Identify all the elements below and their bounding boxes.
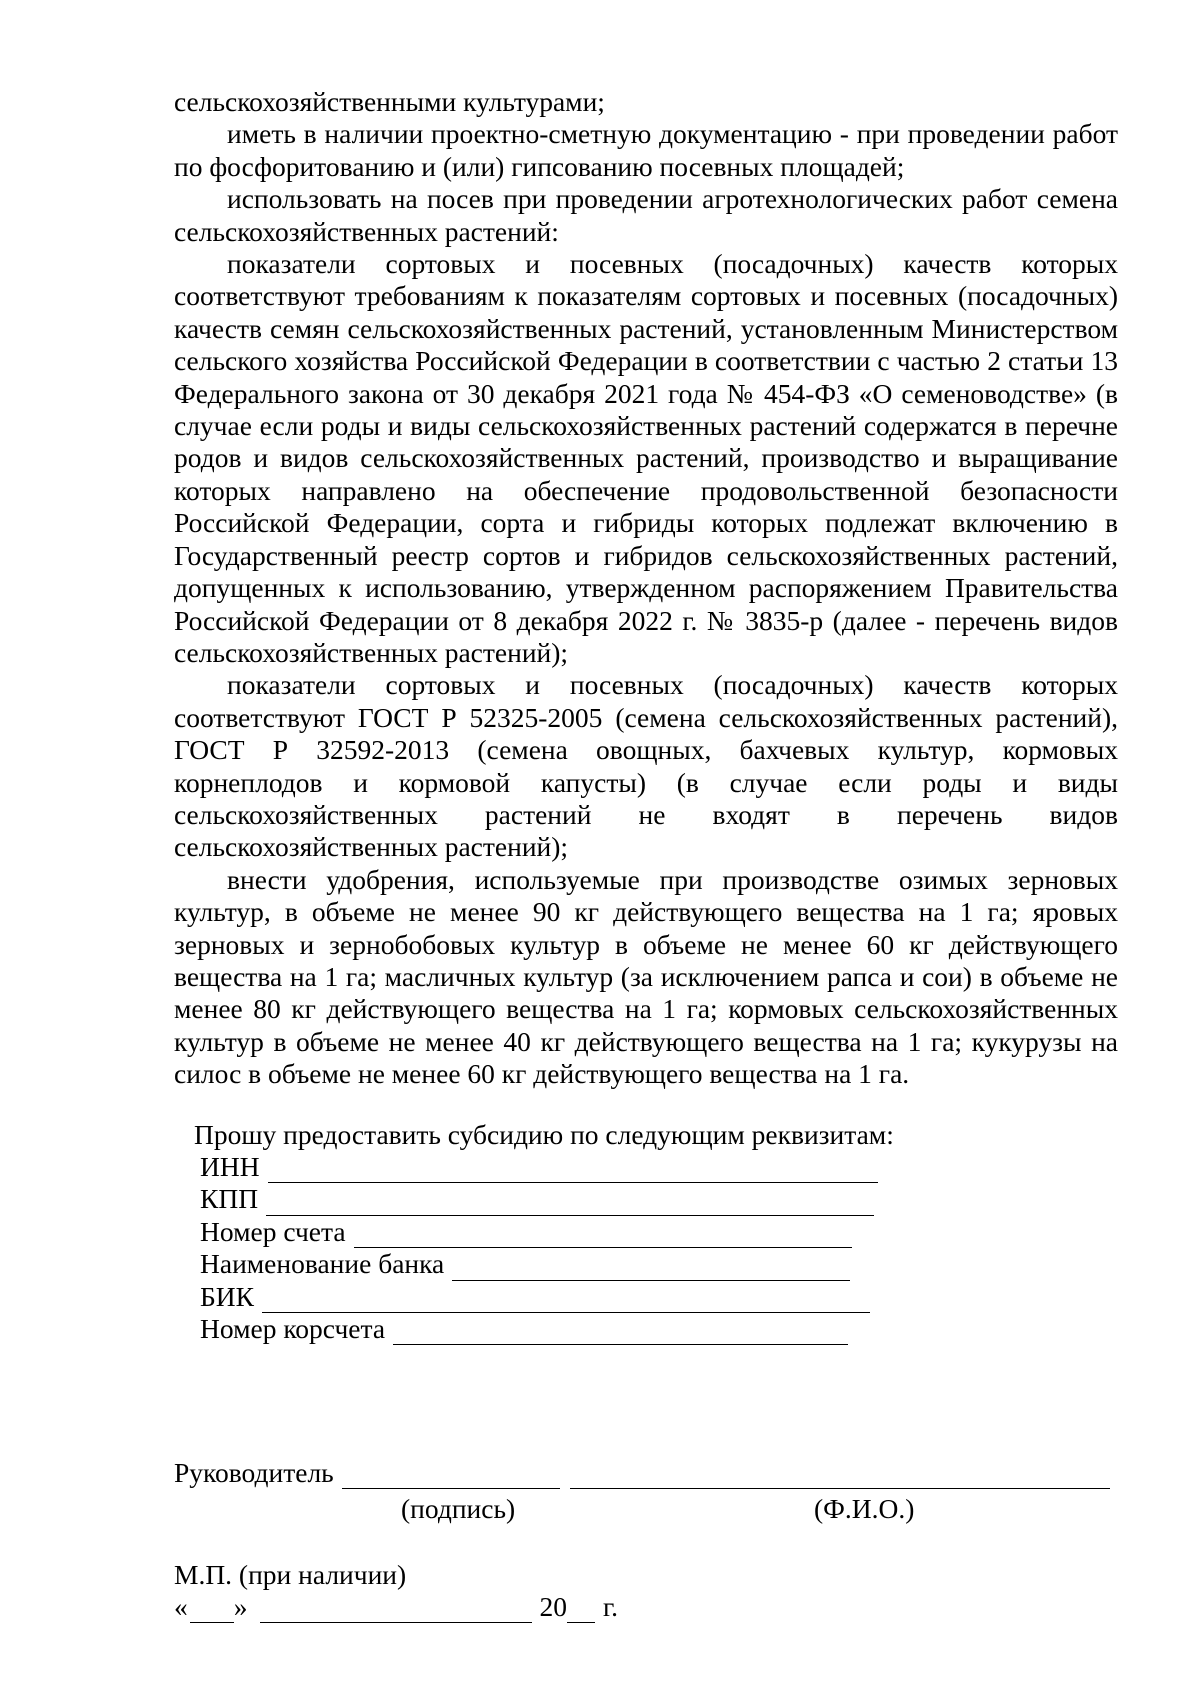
account-field[interactable] [354,1222,852,1248]
kpp-field[interactable] [266,1190,874,1216]
requisites-intro: Прошу предоставить субсидию по следующим реквизитам: [194,1119,894,1150]
corr-account-field[interactable] [393,1319,848,1345]
signature-caption: (подпись) [401,1493,516,1524]
bik-field[interactable] [262,1287,870,1313]
conditions-text [174,86,1118,1091]
paragraph-design-docs: иметь в наличии проектно-сметную документацию - при проведении работ по фосфоритованию и (или) гипсованию посевных площадей; [174,118,1118,182]
paragraph-seed-quality-ministry: показатели сортовых и посевных (посадочных) качеств которых соответствуют требованиям к показателям сортовых и посевных (посадочных) качеств семян сельскохозяйственных растений, установленным Министерством сельского хозяйства Российской Федерации в соответствии с частью 2 статьи 13 Федерального закона от 30 декабря 2021 года № 454-ФЗ «О семеноводстве» (в случае если роды и виды сельскохозяйственных растений содержатся в перечне родов и видов сельскохозяйственных растений, производство и выращивание которых направлено на обеспечение продовольственной безопасности Российской Федерации, сорта и гибриды которых подлежат включению в Государственный реестр сортов и гибридов сельскохозяйственных растений, допущенных к использованию, утвержденном распоряжением Правительства Российской Федерации от 8 декабря 2022 г. № 3835-р (далее - перечень видов сельскохозяйственных растений); [174,248,1118,668]
bank-field[interactable] [452,1255,850,1281]
full-name-field[interactable] [570,1463,1110,1489]
bank-label: Наименование банка [200,1248,445,1280]
signature-field[interactable] [342,1463,560,1489]
requisites-form [200,1151,878,1345]
date-row [174,1591,618,1623]
bank-row [200,1248,878,1280]
year-field[interactable] [567,1597,595,1623]
month-field[interactable] [260,1597,532,1623]
kpp-row [200,1183,878,1215]
inn-field[interactable] [268,1157,878,1183]
corr-account-row [200,1313,878,1345]
day-field[interactable] [190,1597,234,1623]
corr-account-label: Номер корсчета [200,1312,386,1344]
inn-label: ИНН [200,1150,260,1182]
paragraph-continuation: сельскохозяйственными культурами; [174,86,605,117]
date-quote-close: » [233,1590,248,1622]
signature-role-label: Руководитель [174,1456,334,1488]
bik-row [200,1281,878,1313]
year-prefix: 20 [539,1590,567,1622]
bik-label: БИК [200,1280,254,1312]
account-row [200,1216,878,1248]
signature-row [174,1457,1110,1489]
paragraph-seeds-intro: использовать на посев при проведении агротехнологических работ семена сельскохозяйственных растений: [174,183,1118,247]
kpp-label: КПП [200,1183,259,1215]
paragraph-fertilizers: внести удобрения, используемые при производстве озимых зерновых культур, в объеме не менее 90 кг действующего вещества на 1 га; яровых зерновых и зернобобовых культур в объеме не менее 60 кг действующего вещества на 1 га; масличных культур (за исключением рапса и сои) в объеме не менее 80 кг действующего вещества на 1 га; кормовых сельскохозяйственных культур в объеме не менее 40 кг действующего вещества на 1 га; кукурузы на силос в объеме не менее 60 кг действующего вещества на 1 га. [174,863,1118,1090]
full-name-caption: (Ф.И.О.) [814,1493,915,1524]
paragraph-seed-quality-gost: показатели сортовых и посевных (посадочных) качеств которых соответствуют ГОСТ Р 52325-2005 (семена сельскохозяйственных растений), ГОСТ Р 32592-2013 (семена овощных, бахчевых культур, кормовых корнеплодов и кормовой капусты) (в случае если роды и виды сельскохозяйственных растений не входят в перечень видов сельскохозяйственных растений); [174,669,1118,863]
inn-row [200,1151,878,1183]
stamp-label: М.П. (при наличии) [174,1559,407,1590]
account-label: Номер счета [200,1215,346,1247]
year-suffix: г. [603,1590,619,1622]
date-quote-open: « [174,1590,188,1622]
